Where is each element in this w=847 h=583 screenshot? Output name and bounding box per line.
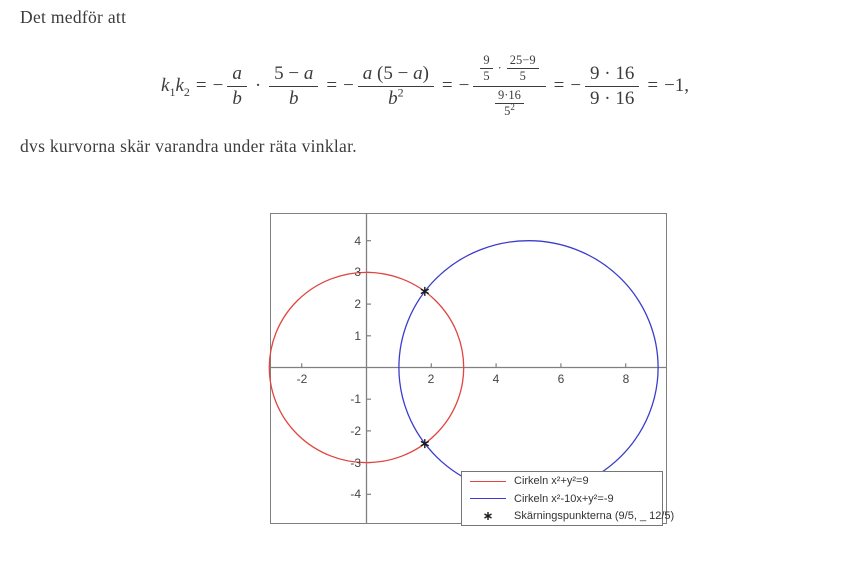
x-tick-label: 6 — [557, 372, 565, 386]
k1k2-term — [161, 75, 190, 97]
minus-sign: − — [458, 75, 470, 96]
y-tick-label: -2 — [350, 424, 361, 438]
var-a: a — [232, 62, 242, 84]
exponent-2: 2 — [510, 101, 515, 112]
subscript-1: 1 — [169, 84, 176, 99]
y-tick-label: 3 — [354, 265, 361, 279]
var-a: a — [362, 62, 373, 84]
mini-fraction-25-minus-9-over-5 — [507, 54, 539, 83]
minus-sign: − — [212, 75, 224, 96]
conclusion-text: dvs kurvorna skär varandra under räta vinklar. — [20, 136, 357, 156]
fraction-nested-numeric — [473, 54, 545, 118]
legend-item-red-circle — [462, 473, 662, 490]
minus-sign: − — [570, 75, 582, 96]
base-5: 5 — [504, 103, 511, 118]
red-line-sample — [470, 481, 506, 482]
fraction-a-5-minus-a-over-b-squared — [358, 64, 434, 109]
circle-plot — [270, 213, 675, 524]
denominator — [488, 87, 531, 118]
numerator — [358, 64, 434, 87]
var-b: b — [388, 87, 398, 109]
y-tick-label: -4 — [350, 487, 361, 501]
legend-item-blue-circle — [462, 490, 662, 507]
var-k1: k — [161, 75, 170, 96]
equation-display — [161, 46, 689, 126]
const-5-minus: 5 − — [274, 62, 304, 84]
y-tick-label: -1 — [350, 392, 361, 406]
numerator: 9 — [480, 54, 492, 69]
var-b: b — [289, 87, 299, 109]
denominator — [227, 87, 247, 109]
x-tick-label: 4 — [492, 372, 500, 386]
var-a: a — [413, 62, 423, 84]
exponent-2: 2 — [397, 85, 404, 100]
plot-legend — [461, 471, 675, 526]
x-tick-label: 2 — [427, 372, 435, 386]
equals-sign: = — [553, 75, 565, 96]
mini-fraction-9-16-over-5-squared — [495, 89, 524, 118]
numerator: 9 · 16 — [585, 64, 639, 87]
legend-label: Skärningspunkterna (9/5, _ 12/5) — [514, 510, 675, 522]
equals-sign: = — [441, 75, 453, 96]
denominator — [501, 101, 518, 118]
denominator — [383, 87, 409, 109]
numerator — [269, 64, 318, 87]
equals-sign: = — [326, 75, 338, 96]
paren-close: ) — [422, 62, 429, 84]
denominator — [284, 87, 304, 109]
legend-label: Cirkeln x²-10x+y²=-9 — [514, 492, 614, 505]
cdot-operator: · — [497, 61, 502, 76]
x-tick-label: 8 — [622, 372, 630, 386]
var-a: a — [303, 62, 314, 84]
blue-line-sample — [470, 498, 506, 499]
denominator: 9 · 16 — [590, 87, 635, 109]
minus-sign: − — [343, 75, 354, 96]
fraction-5-minus-a-over-b — [269, 64, 318, 109]
asterisk-icon — [482, 510, 494, 522]
equals-sign: = — [647, 75, 659, 96]
cdot-operator: · — [254, 75, 262, 96]
y-tick-label: 2 — [354, 297, 361, 311]
var-k2: k — [175, 75, 184, 96]
legend-label: Cirkeln x²+y²=9 — [514, 475, 589, 487]
y-tick-label: 1 — [354, 329, 361, 343]
numerator — [473, 54, 545, 86]
denominator: 5 — [519, 69, 526, 84]
result-value: −1, — [664, 75, 690, 96]
numerator: 25−9 — [507, 54, 539, 69]
denominator: 5 — [483, 69, 490, 84]
fraction-9-16-over-9-16 — [585, 64, 639, 109]
equals-sign: = — [195, 75, 207, 96]
var-b: b — [232, 87, 242, 109]
paren-open: (5 − — [372, 62, 414, 84]
legend-item-intersections — [462, 508, 675, 525]
mini-fraction-9-over-5 — [480, 54, 492, 83]
numerator: 9·16 — [495, 89, 524, 104]
subscript-2: 2 — [183, 84, 190, 99]
fraction-a-over-b — [227, 64, 247, 109]
y-tick-label: -3 — [350, 456, 361, 470]
intro-text: Det medför att — [20, 7, 127, 27]
x-tick-label: -2 — [296, 372, 308, 386]
numerator — [227, 64, 247, 87]
asterisk-marker-icon — [470, 510, 506, 522]
y-tick-label: 4 — [354, 234, 361, 248]
